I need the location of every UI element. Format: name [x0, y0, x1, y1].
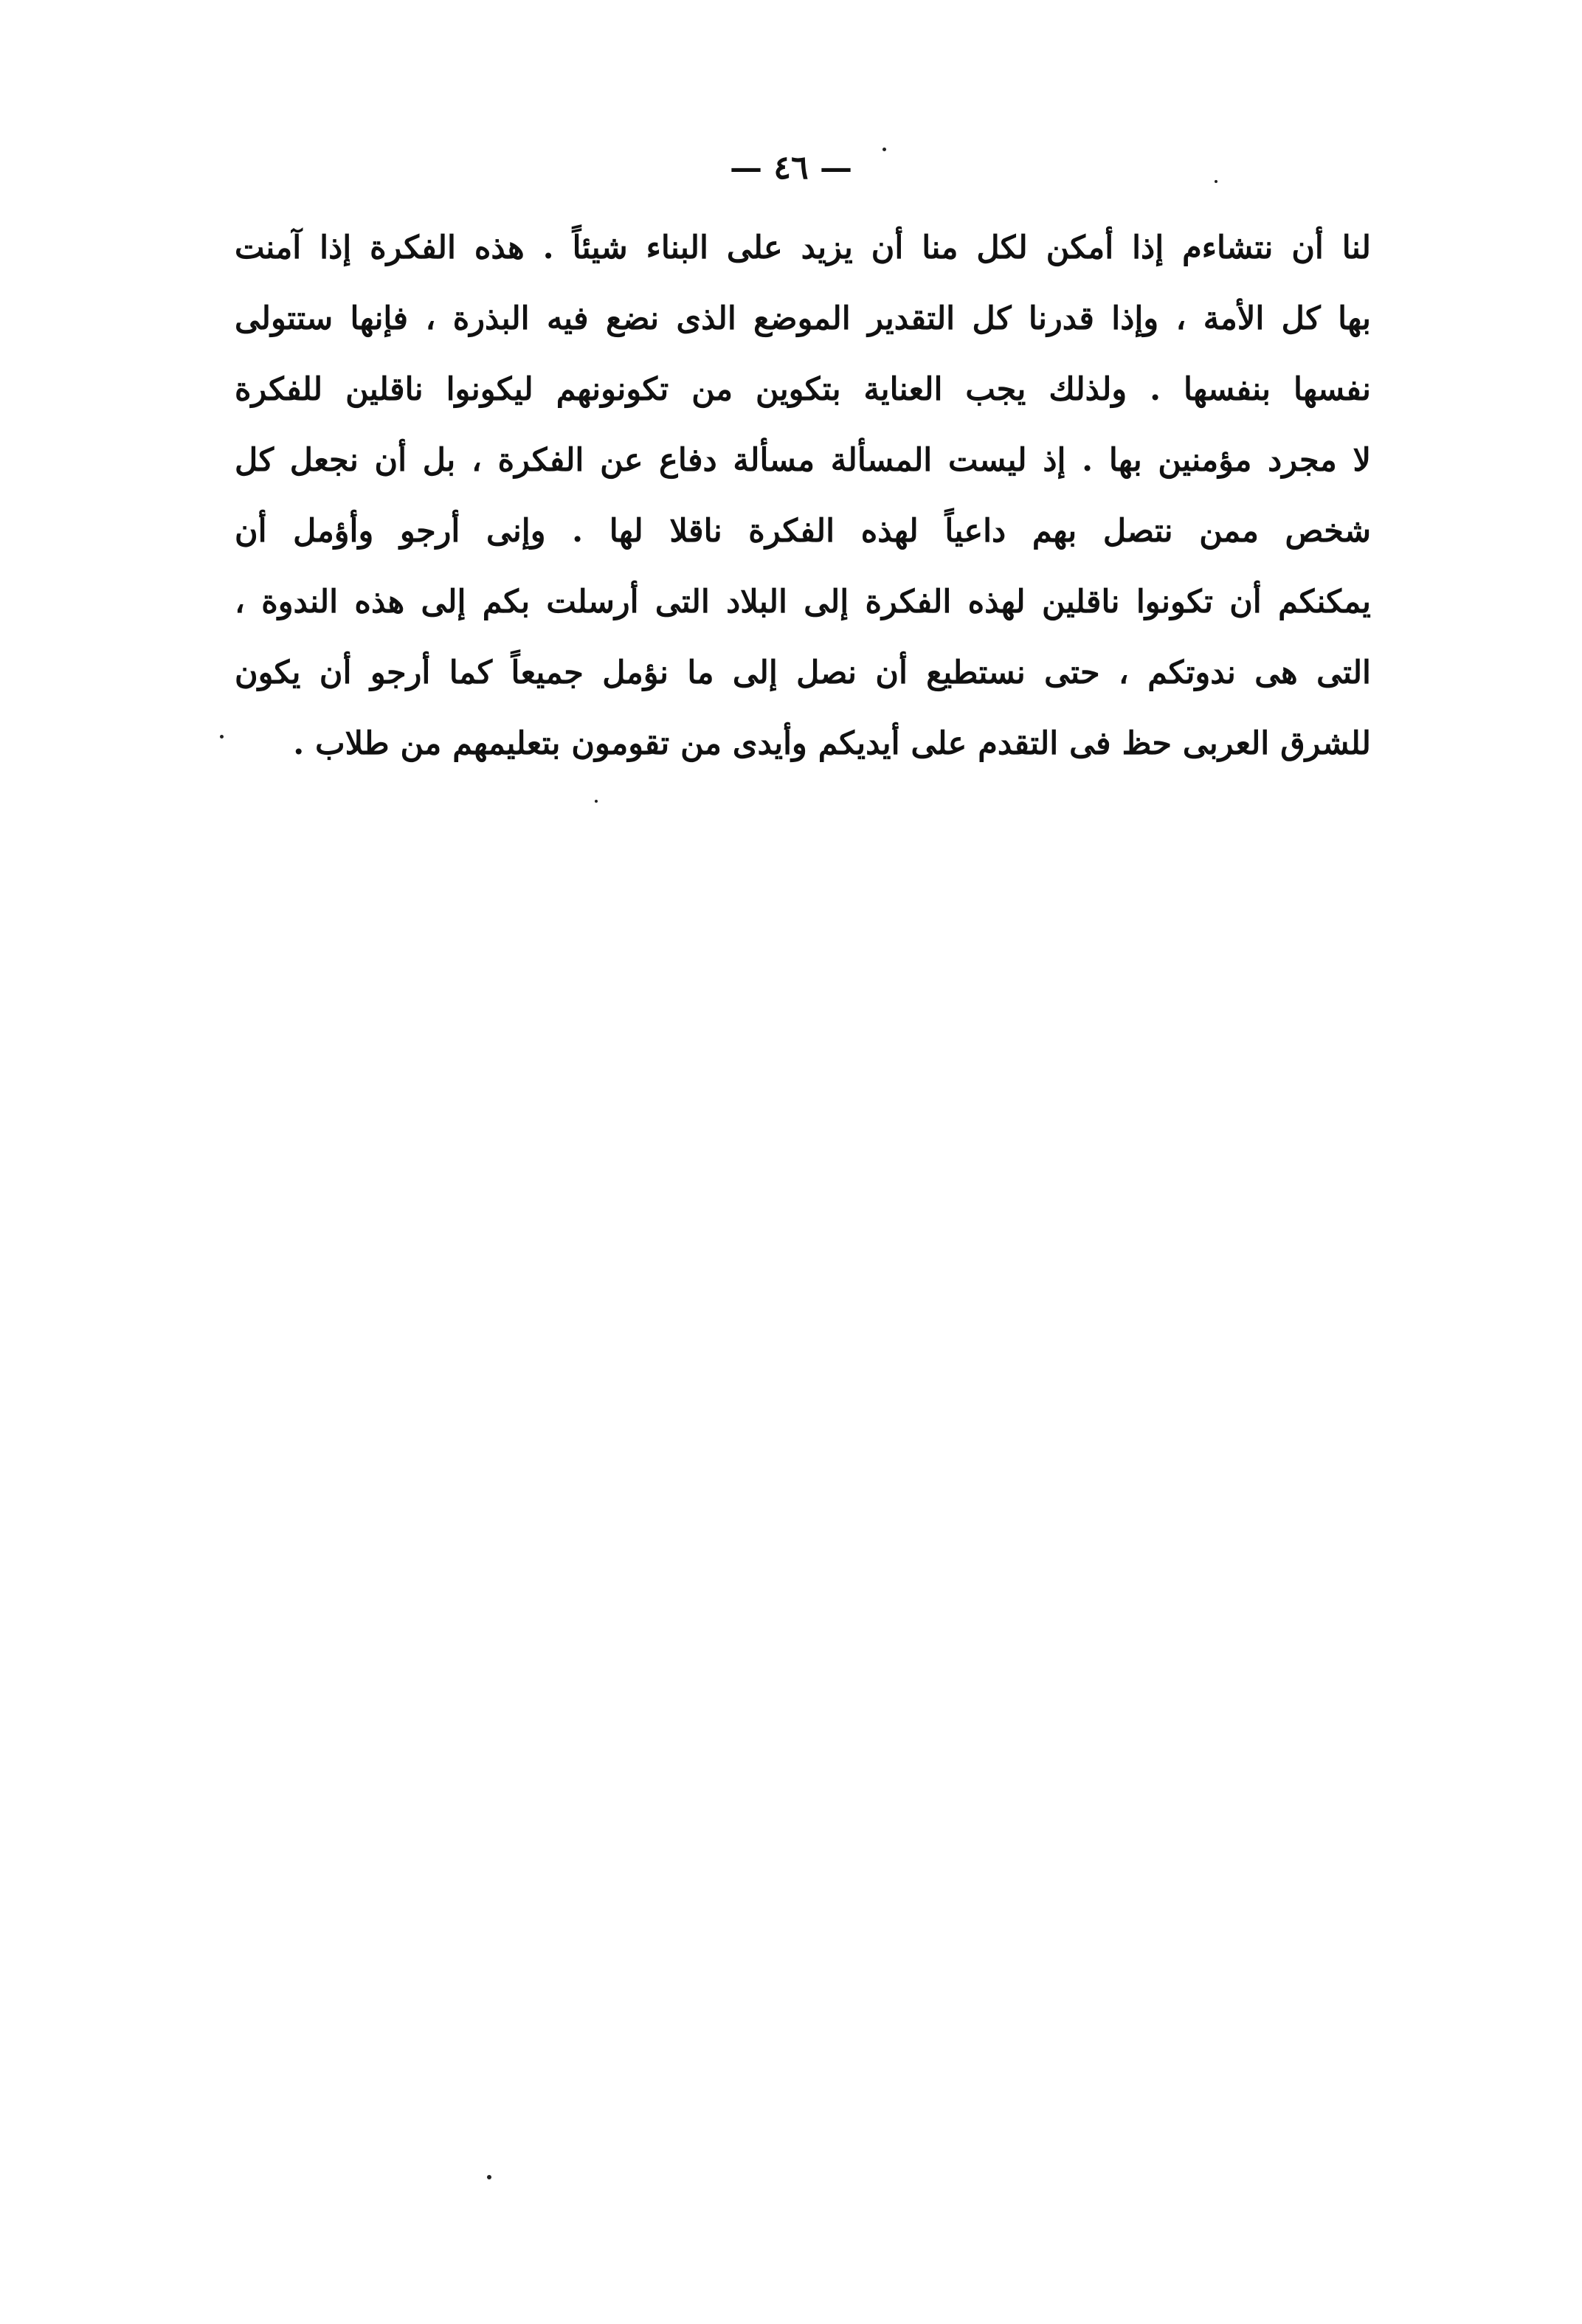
scan-speck: [487, 2175, 491, 2179]
text-line: شخص ممن نتصل بهم داعياً لهذه الفكرة ناقلا لها . وإنى أرجو وأؤمل أن: [235, 513, 1371, 550]
text-line: التى هى ندوتكم ، حتى نستطيع أن نصل إلى ما نؤمل جميعاً كما أرجو أن يكون: [235, 654, 1371, 691]
text-line: يمكنكم أن تكونوا ناقلين لهذه الفكرة إلى البلاد التى أرسلت بكم إلى هذه الندوة ،: [235, 584, 1371, 620]
scan-speck: [220, 735, 224, 739]
page-number: — ٤٦ —: [730, 149, 852, 187]
text-line: لنا أن نتشاءم إذا أمكن لكل منا أن يزيد على البناء شيئاً . هذه الفكرة إذا آمنت: [235, 229, 1371, 266]
text-line: لا مجرد مؤمنين بها . إذ ليست المسألة مسألة دفاع عن الفكرة ، بل أن نجعل كل: [235, 442, 1371, 479]
scan-speck: [882, 148, 886, 151]
text-line: بها كل الأمة ، وإذا قدرنا كل التقدير الموضع الذى نضع فيه البذرة ، فإنها ستتولى: [235, 300, 1371, 337]
text-line: نفسها بنفسها . ولذلك يجب العناية بتكوين من تكونونهم ليكونوا ناقلين للفكرة: [235, 371, 1371, 408]
scan-speck: [595, 800, 598, 803]
scan-speck: [1215, 180, 1217, 183]
body-paragraph: [235, 212, 1371, 779]
text-line: للشرق العربى حظ فى التقدم على أيديكم وأيدى من تقومون بتعليمهم من طلاب .: [293, 725, 1371, 762]
